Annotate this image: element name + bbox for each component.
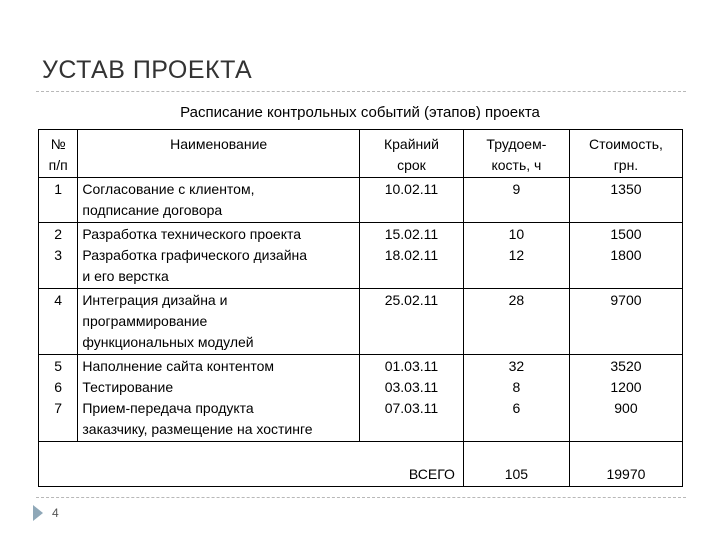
table-row (39, 178, 683, 223)
cell-num: 1 (39, 178, 78, 223)
cell-cost: 1350 (569, 178, 682, 223)
cell-labor: 9 (463, 178, 569, 223)
cell-labor: 10 12 (463, 223, 569, 289)
cell-name: Согласование с клиентом, подписание договора (78, 178, 360, 223)
total-label: ВСЕГО (39, 442, 464, 487)
header-cost: Стоимость, грн. (569, 130, 682, 178)
page-marker-icon (33, 505, 43, 521)
cell-name: Наполнение сайта контентом Тестирование Прием-передача продукта заказчику, размещение на хостинге (78, 355, 360, 442)
cell-labor: 32 8 6 (463, 355, 569, 442)
cell-cost: 3520 1200 900 (569, 355, 682, 442)
table-row (39, 223, 683, 289)
header-deadline: Крайний срок (359, 130, 463, 178)
total-labor: 105 (463, 442, 569, 487)
table-row (39, 355, 683, 442)
table-caption: Расписание контрольных событий (этапов) проекта (180, 104, 540, 121)
cell-cost: 9700 (569, 289, 682, 355)
page-number: 4 (52, 506, 59, 520)
cell-cost: 1500 1800 (569, 223, 682, 289)
header-row (39, 130, 683, 178)
cell-deadline: 15.02.11 18.02.11 (359, 223, 463, 289)
table-row (39, 289, 683, 355)
header-labor: Трудоем- кость, ч (463, 130, 569, 178)
footer-divider (36, 497, 686, 498)
cell-num: 5 6 7 (39, 355, 78, 442)
cell-deadline: 25.02.11 (359, 289, 463, 355)
cell-name: Интеграция дизайна и программирование функциональных модулей (78, 289, 360, 355)
cell-labor: 28 (463, 289, 569, 355)
header-name: Наименование (78, 130, 360, 178)
cell-name: Разработка технического проекта Разработка графического дизайна и его верстка (78, 223, 360, 289)
cell-num: 2 3 (39, 223, 78, 289)
title-divider (36, 91, 686, 92)
cell-num: 4 (39, 289, 78, 355)
total-cost: 19970 (569, 442, 682, 487)
cell-deadline: 01.03.11 03.03.11 07.03.11 (359, 355, 463, 442)
total-row (39, 442, 683, 487)
header-num: № п/п (39, 130, 78, 178)
cell-deadline: 10.02.11 (359, 178, 463, 223)
milestone-table (38, 129, 683, 487)
slide-title: УСТАВ ПРОЕКТА (42, 56, 253, 84)
